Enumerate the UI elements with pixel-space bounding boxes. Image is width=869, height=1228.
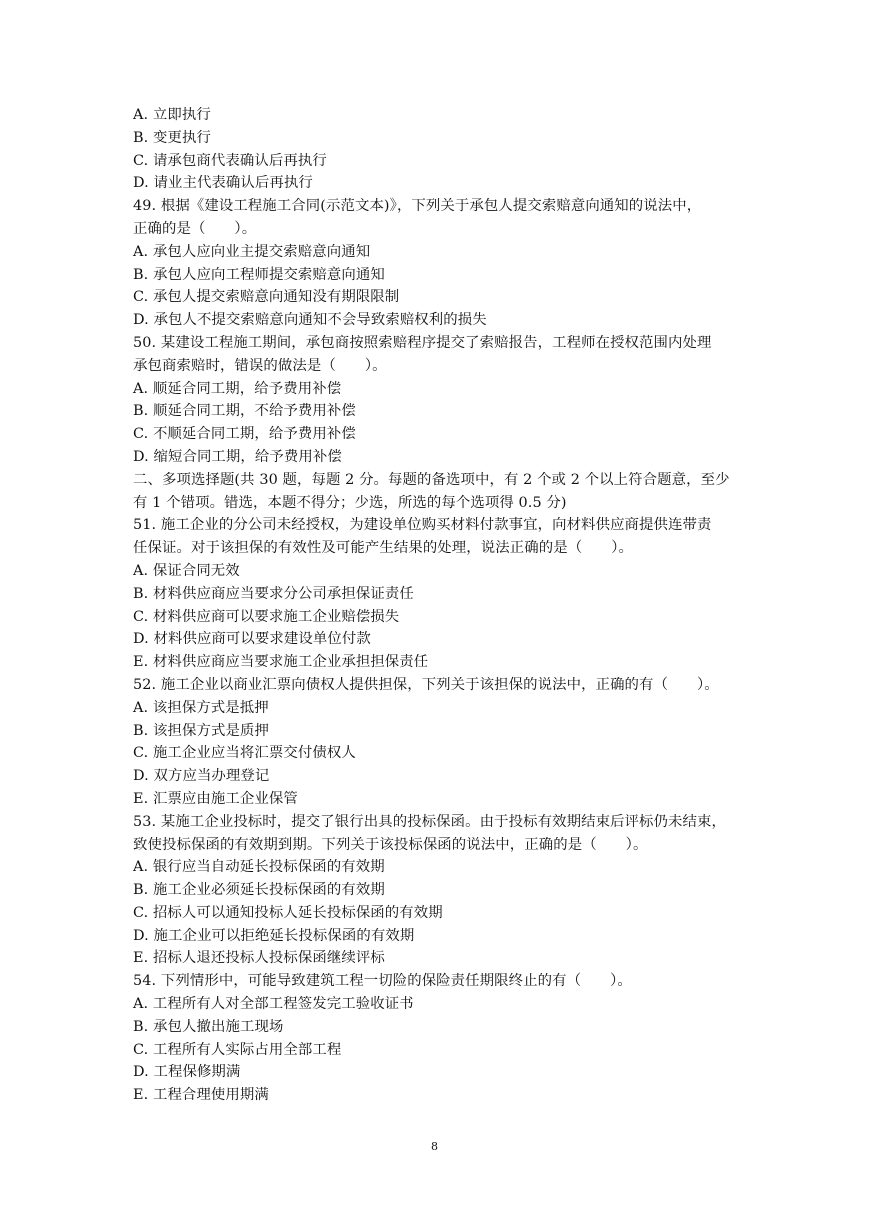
text-line: C. 材料供应商可以要求施工企业赔偿损失 xyxy=(133,608,400,625)
text-line: A. 该担保方式是抵押 xyxy=(133,699,269,716)
text-line: B. 顺延合同工期，不给予费用补偿 xyxy=(133,403,356,420)
text-line: C. 请承包商代表确认后再执行 xyxy=(133,152,327,169)
text-line: 52. 施工企业以商业汇票向债权人提供担保，下列关于该担保的说法中，正确的有（ ）。 xyxy=(133,676,719,693)
text-line: A. 顺延合同工期，给予费用补偿 xyxy=(133,380,342,397)
text-line: 二、多项选择题(共 30 题，每题 2 分。每题的备选项中，有 2 个或 2 个以上符合题意，至少 xyxy=(133,471,730,488)
text-line: 53. 某施工企业投标时，提交了银行出具的投标保函。由于投标有效期结束后评标仍未结束， xyxy=(133,813,726,830)
text-line: E. 招标人退还投标人投标保函继续评标 xyxy=(133,950,385,967)
text-line: D. 工程保修期满 xyxy=(133,1064,241,1081)
text-line: 54. 下列情形中，可能导致建筑工程一切险的保险责任期限终止的有（ ）。 xyxy=(133,973,632,990)
text-line: C. 施工企业应当将汇票交付债权人 xyxy=(133,745,356,762)
text-line: E. 材料供应商应当要求施工企业承担担保责任 xyxy=(133,654,429,671)
text-line: D. 双方应当办理登记 xyxy=(133,768,270,785)
text-line: B. 材料供应商应当要求分公司承担保证责任 xyxy=(133,585,414,602)
text-line: 50. 某建设工程施工期间，承包商按照索赔程序提交了索赔报告，工程师在授权范围内处理 xyxy=(133,334,712,351)
text-line: D. 缩短合同工期，给予费用补偿 xyxy=(133,448,342,465)
text-line: B. 变更执行 xyxy=(133,129,211,146)
text-line: 有 1 个错项。错选，本题不得分；少选，所选的每个选项得 0.5 分) xyxy=(133,494,567,511)
text-line: D. 承包人不提交索赔意向通知不会导致索赔权利的损失 xyxy=(133,312,487,329)
text-line: 任保证。对于该担保的有效性及可能产生结果的处理，说法正确的是（ ）。 xyxy=(133,540,633,557)
text-line: A. 承包人应向业主提交索赔意向通知 xyxy=(133,243,371,260)
text-line: D. 施工企业可以拒绝延长投标保函的有效期 xyxy=(133,927,415,944)
text-line: A. 保证合同无效 xyxy=(133,562,240,579)
text-line: 51. 施工企业的分公司未经授权，为建设单位购买材料付款事宜，向材料供应商提供连带责 xyxy=(133,517,712,534)
text-line: B. 承包人撤出施工现场 xyxy=(133,1018,284,1035)
text-line: C. 招标人可以通知投标人延长投标保函的有效期 xyxy=(133,904,443,921)
text-line: E. 工程合理使用期满 xyxy=(133,1087,269,1104)
text-line: C. 工程所有人实际占用全部工程 xyxy=(133,1041,342,1058)
text-line: 49. 根据《建设工程施工合同(示范文本)》，下列关于承包人提交索赔意向通知的说法中， xyxy=(133,198,702,215)
text-line: 致使投标保函的有效期到期。下列关于该投标保函的说法中，正确的是（ ）。 xyxy=(133,836,648,853)
text-line: B. 施工企业必须延长投标保函的有效期 xyxy=(133,882,385,899)
text-line: A. 工程所有人对全部工程签发完工验收证书 xyxy=(133,996,414,1013)
text-line: E. 汇票应由施工企业保管 xyxy=(133,790,298,807)
text-line: A. 银行应当自动延长投标保函的有效期 xyxy=(133,859,385,876)
text-line: B. 该担保方式是质押 xyxy=(133,722,269,739)
text-line: D. 材料供应商可以要求建设单位付款 xyxy=(133,631,371,648)
text-line: C. 不顺延合同工期，给予费用补偿 xyxy=(133,426,356,443)
page-content xyxy=(133,104,743,1107)
text-line: 承包商索赔时，错误的做法是（ ）。 xyxy=(133,357,387,374)
text-line: A. 立即执行 xyxy=(133,107,211,123)
text-line: D. 请业主代表确认后再执行 xyxy=(133,175,313,192)
text-line: C. 承包人提交索赔意向通知没有期限限制 xyxy=(133,289,400,306)
text-line: 正确的是（ ）。 xyxy=(133,220,257,237)
page-number: 8 xyxy=(431,1140,438,1153)
text-line: B. 承包人应向工程师提交索赔意向通知 xyxy=(133,266,385,283)
